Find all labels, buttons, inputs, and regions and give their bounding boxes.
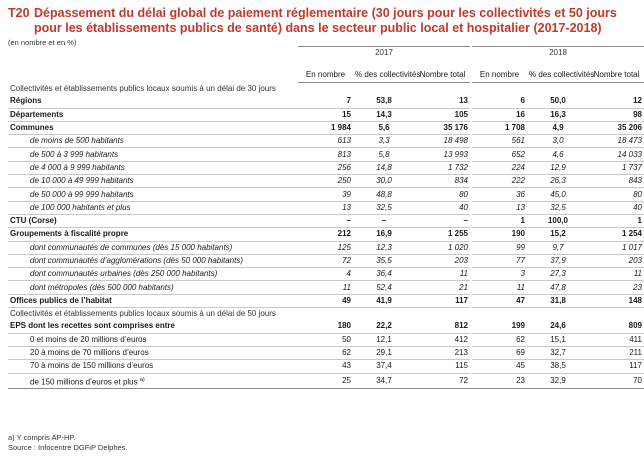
section-heading-row <box>8 308 644 321</box>
row-label: Communes <box>10 123 54 133</box>
value-pct-2018: 32,9 <box>527 373 589 389</box>
value-en-nombre-2018: 6 <box>472 95 527 108</box>
value-pct-2017: 48,8 <box>353 188 415 201</box>
value-en-nombre-2017: 212 <box>298 228 353 241</box>
footnote-marker: a) <box>139 376 145 383</box>
value-total-2017: 1 732 <box>415 161 470 174</box>
value-pct-2017: 37,4 <box>353 360 415 373</box>
value-total-2018: 18 473 <box>589 135 644 148</box>
row-label: 0 et moins de 20 millions d’euros <box>30 334 147 344</box>
row-label: de 10 000 à 49 999 habitants <box>30 176 134 186</box>
value-pct-2017: 36,4 <box>353 268 415 281</box>
table-title-text: Dépassement du délai global de paiement réglementaire (30 jours pour les collectivités et 50 jours pour les établissements publics de santé) dans le secteur public local et hospitalier (2017-2018) <box>34 6 617 35</box>
value-pct-2017: 53,8 <box>353 95 415 108</box>
value-total-2017: 105 <box>415 108 470 121</box>
value-pct-2017: 5,6 <box>353 121 415 134</box>
value-total-2017: 115 <box>415 360 470 373</box>
value-total-2018: 12 <box>589 95 644 108</box>
value-total-2018: 411 <box>589 333 644 346</box>
value-total-2017: 1 255 <box>415 228 470 241</box>
row-label: 20 à moins de 70 millions d’euros <box>30 348 149 358</box>
value-pct-2017: 32,5 <box>353 201 415 214</box>
row-label: CTU (Corse) <box>10 216 57 226</box>
value-total-2018: 203 <box>589 254 644 267</box>
row-label-cell <box>8 320 298 333</box>
value-en-nombre-2017: 613 <box>298 135 353 148</box>
table-row <box>8 201 644 214</box>
value-en-nombre-2018: 45 <box>472 360 527 373</box>
table-row <box>8 254 644 267</box>
row-label-cell <box>8 214 298 227</box>
value-pct-2018: 47,8 <box>527 281 589 294</box>
row-label-cell <box>8 201 298 214</box>
value-en-nombre-2018: 561 <box>472 135 527 148</box>
row-label-cell <box>8 148 298 161</box>
value-en-nombre-2017: 250 <box>298 175 353 188</box>
row-label-cell <box>8 228 298 241</box>
table-row <box>8 175 644 188</box>
value-pct-2018: 26,3 <box>527 175 589 188</box>
row-label-cell <box>8 188 298 201</box>
value-en-nombre-2018: 99 <box>472 241 527 254</box>
row-label: de 4 000 à 9 999 habitants <box>30 162 125 172</box>
value-total-2017: 35 176 <box>415 121 470 134</box>
year-2018: 2018 <box>472 47 644 59</box>
table-row <box>8 333 644 346</box>
value-en-nombre-2018: 62 <box>472 333 527 346</box>
value-en-nombre-2018: 36 <box>472 188 527 201</box>
value-pct-2018: 12,9 <box>527 161 589 174</box>
units-note: (en nombre et en %) <box>8 38 77 47</box>
row-label-cell <box>8 161 298 174</box>
value-total-2017: 13 993 <box>415 148 470 161</box>
value-total-2017: 412 <box>415 333 470 346</box>
value-en-nombre-2017: 72 <box>298 254 353 267</box>
col-total-2018: Nombre total <box>589 58 644 83</box>
section-heading: Collectivités et établissements publics locaux soumis à un délai de 30 jours <box>10 84 276 94</box>
value-total-2018: 211 <box>589 346 644 359</box>
row-label-cell <box>8 254 298 267</box>
value-en-nombre-2018: 190 <box>472 228 527 241</box>
value-pct-2018: 15,1 <box>527 333 589 346</box>
row-label-cell <box>8 108 298 121</box>
value-total-2018: 35 206 <box>589 121 644 134</box>
value-total-2018: 148 <box>589 294 644 307</box>
row-label: Régions <box>10 96 42 106</box>
value-total-2017: 11 <box>415 268 470 281</box>
value-total-2018: 809 <box>589 320 644 333</box>
value-total-2017: 18 498 <box>415 135 470 148</box>
value-en-nombre-2018: 1 708 <box>472 121 527 134</box>
value-en-nombre-2017: 62 <box>298 346 353 359</box>
table-row <box>8 268 644 281</box>
row-label: dont communautés de communes (dès 15 000 habitants) <box>30 242 233 252</box>
row-label: dont communautés d’agglomérations (dès 50 000 habitants) <box>30 256 244 265</box>
table-row <box>8 241 644 254</box>
value-en-nombre-2017: 43 <box>298 360 353 373</box>
value-en-nombre-2017: 15 <box>298 108 353 121</box>
value-pct-2018: 100,0 <box>527 214 589 227</box>
value-total-2017: 72 <box>415 373 470 389</box>
table-row <box>8 373 644 389</box>
row-label: de 50 000 à 99 999 habitants <box>30 189 134 199</box>
value-pct-2017: 12,3 <box>353 241 415 254</box>
table-row <box>8 360 644 373</box>
value-pct-2018: 27,3 <box>527 268 589 281</box>
value-en-nombre-2017: 256 <box>298 161 353 174</box>
value-total-2017: 834 <box>415 175 470 188</box>
value-en-nombre-2018: 222 <box>472 175 527 188</box>
value-pct-2018: 32,7 <box>527 346 589 359</box>
value-pct-2017: 52,4 <box>353 281 415 294</box>
value-pct-2018: 9,7 <box>527 241 589 254</box>
value-en-nombre-2017: 813 <box>298 148 353 161</box>
value-en-nombre-2017: 11 <box>298 281 353 294</box>
value-en-nombre-2017: 7 <box>298 95 353 108</box>
value-total-2018: 843 <box>589 175 644 188</box>
value-total-2017: 80 <box>415 188 470 201</box>
value-total-2018: 14 033 <box>589 148 644 161</box>
row-label: dont métropoles (dès 500 000 habitants) <box>30 282 174 292</box>
value-total-2018: 98 <box>589 108 644 121</box>
value-en-nombre-2017: – <box>298 214 353 227</box>
value-en-nombre-2018: 77 <box>472 254 527 267</box>
value-en-nombre-2018: 23 <box>472 373 527 389</box>
value-total-2017: 40 <box>415 201 470 214</box>
value-pct-2017: 14,3 <box>353 108 415 121</box>
value-total-2018: 1 254 <box>589 228 644 241</box>
value-en-nombre-2017: 4 <box>298 268 353 281</box>
value-pct-2018: 38,5 <box>527 360 589 373</box>
row-label: de 150 millions d’euros et plus <box>30 377 138 387</box>
column-header-row <box>8 58 644 83</box>
value-en-nombre-2018: 69 <box>472 346 527 359</box>
value-pct-2018: 15,2 <box>527 228 589 241</box>
value-total-2017: 203 <box>415 254 470 267</box>
table-row <box>8 108 644 121</box>
table-row <box>8 95 644 108</box>
value-pct-2017: 16,9 <box>353 228 415 241</box>
value-pct-2017: 3,3 <box>353 135 415 148</box>
section-heading: Collectivités et établissements publics locaux soumis à un délai de 50 jours <box>10 309 276 319</box>
row-label: dont communautés urbaines (dès 250 000 habitants) <box>30 269 218 279</box>
row-label: Offices publics de l’habitat <box>10 295 112 305</box>
value-en-nombre-2017: 13 <box>298 201 353 214</box>
row-label: Groupements à fiscalité propre <box>10 229 129 239</box>
table-row <box>8 161 644 174</box>
value-pct-2018: 32,5 <box>527 201 589 214</box>
row-label: Départements <box>10 109 64 119</box>
value-en-nombre-2018: 47 <box>472 294 527 307</box>
value-en-nombre-2018: 3 <box>472 268 527 281</box>
row-label: de 100 000 habitants et plus <box>30 202 131 212</box>
value-en-nombre-2018: 652 <box>472 148 527 161</box>
row-label: de moins de 500 habitants <box>30 136 124 146</box>
row-label: EPS dont les recettes sont comprises entre <box>10 321 175 331</box>
value-pct-2017: 12,1 <box>353 333 415 346</box>
row-label-cell <box>8 373 298 389</box>
col-total-2017: Nombre total <box>415 58 470 83</box>
row-label-cell <box>8 346 298 359</box>
source-note: Source : Infocentre DGFiP Delphes. <box>8 442 128 452</box>
col-pct-2018: % des collectivités <box>527 58 589 83</box>
value-en-nombre-2018: 13 <box>472 201 527 214</box>
value-pct-2018: 4,6 <box>527 148 589 161</box>
value-pct-2018: 50,0 <box>527 95 589 108</box>
value-total-2017: 812 <box>415 320 470 333</box>
value-pct-2017: 35,5 <box>353 254 415 267</box>
value-pct-2017: 41,9 <box>353 294 415 307</box>
value-en-nombre-2018: 11 <box>472 281 527 294</box>
row-label-cell <box>8 333 298 346</box>
value-pct-2018: 16,3 <box>527 108 589 121</box>
table-row <box>8 214 644 227</box>
row-label: de 500 à 3 999 habitants <box>30 149 119 159</box>
row-label-cell <box>8 268 298 281</box>
value-total-2017: 21 <box>415 281 470 294</box>
data-table <box>8 46 644 389</box>
value-en-nombre-2018: 224 <box>472 161 527 174</box>
row-label-cell <box>8 281 298 294</box>
table-code: T20 <box>8 6 30 20</box>
value-en-nombre-2018: 16 <box>472 108 527 121</box>
value-total-2017: – <box>415 214 470 227</box>
value-pct-2017: 22,2 <box>353 320 415 333</box>
value-pct-2017: 29,1 <box>353 346 415 359</box>
value-en-nombre-2017: 1 984 <box>298 121 353 134</box>
value-pct-2018: 45,0 <box>527 188 589 201</box>
value-pct-2018: 31,8 <box>527 294 589 307</box>
value-en-nombre-2017: 50 <box>298 333 353 346</box>
row-label: 70 à moins de 150 millions d’euros <box>30 361 154 371</box>
value-en-nombre-2017: 180 <box>298 320 353 333</box>
row-label-cell <box>8 241 298 254</box>
section-heading-row <box>8 83 644 96</box>
value-total-2017: 213 <box>415 346 470 359</box>
table-row <box>8 148 644 161</box>
row-label-cell <box>8 175 298 188</box>
row-label-cell <box>8 95 298 108</box>
footnotes <box>8 433 128 452</box>
value-pct-2018: 37,9 <box>527 254 589 267</box>
table-row <box>8 294 644 307</box>
value-pct-2018: 3,0 <box>527 135 589 148</box>
value-en-nombre-2018: 1 <box>472 214 527 227</box>
value-total-2018: 1 017 <box>589 241 644 254</box>
value-en-nombre-2017: 49 <box>298 294 353 307</box>
table-row <box>8 228 644 241</box>
row-label-cell <box>8 294 298 307</box>
value-total-2018: 11 <box>589 268 644 281</box>
value-total-2017: 1 020 <box>415 241 470 254</box>
value-pct-2017: 34,7 <box>353 373 415 389</box>
value-en-nombre-2017: 39 <box>298 188 353 201</box>
value-en-nombre-2018: 199 <box>472 320 527 333</box>
value-total-2018: 23 <box>589 281 644 294</box>
col-pct-2017: % des collectivités <box>353 58 415 83</box>
row-label-cell <box>8 121 298 134</box>
value-total-2018: 70 <box>589 373 644 389</box>
value-pct-2017: 14,8 <box>353 161 415 174</box>
value-pct-2018: 24,6 <box>527 320 589 333</box>
table-row <box>8 346 644 359</box>
footnote-a: a) Y compris AP-HP. <box>8 433 76 442</box>
value-pct-2018: 4,9 <box>527 121 589 134</box>
row-label-cell <box>8 135 298 148</box>
value-en-nombre-2017: 25 <box>298 373 353 389</box>
col-en-nombre-2017: En nombre <box>298 58 353 83</box>
table-row <box>8 320 644 333</box>
value-total-2018: 117 <box>589 360 644 373</box>
value-pct-2017: 5,8 <box>353 148 415 161</box>
row-label-cell <box>8 360 298 373</box>
table-row <box>8 121 644 134</box>
value-pct-2017: – <box>353 214 415 227</box>
value-total-2018: 1 <box>589 214 644 227</box>
year-2017: 2017 <box>298 47 470 59</box>
col-en-nombre-2018: En nombre <box>472 58 527 83</box>
value-total-2018: 1 737 <box>589 161 644 174</box>
value-en-nombre-2017: 125 <box>298 241 353 254</box>
value-total-2017: 13 <box>415 95 470 108</box>
year-header-row <box>8 47 644 59</box>
table-row <box>8 188 644 201</box>
table-row <box>8 281 644 294</box>
value-pct-2017: 30,0 <box>353 175 415 188</box>
value-total-2018: 80 <box>589 188 644 201</box>
table-row <box>8 135 644 148</box>
value-total-2017: 117 <box>415 294 470 307</box>
value-total-2018: 40 <box>589 201 644 214</box>
